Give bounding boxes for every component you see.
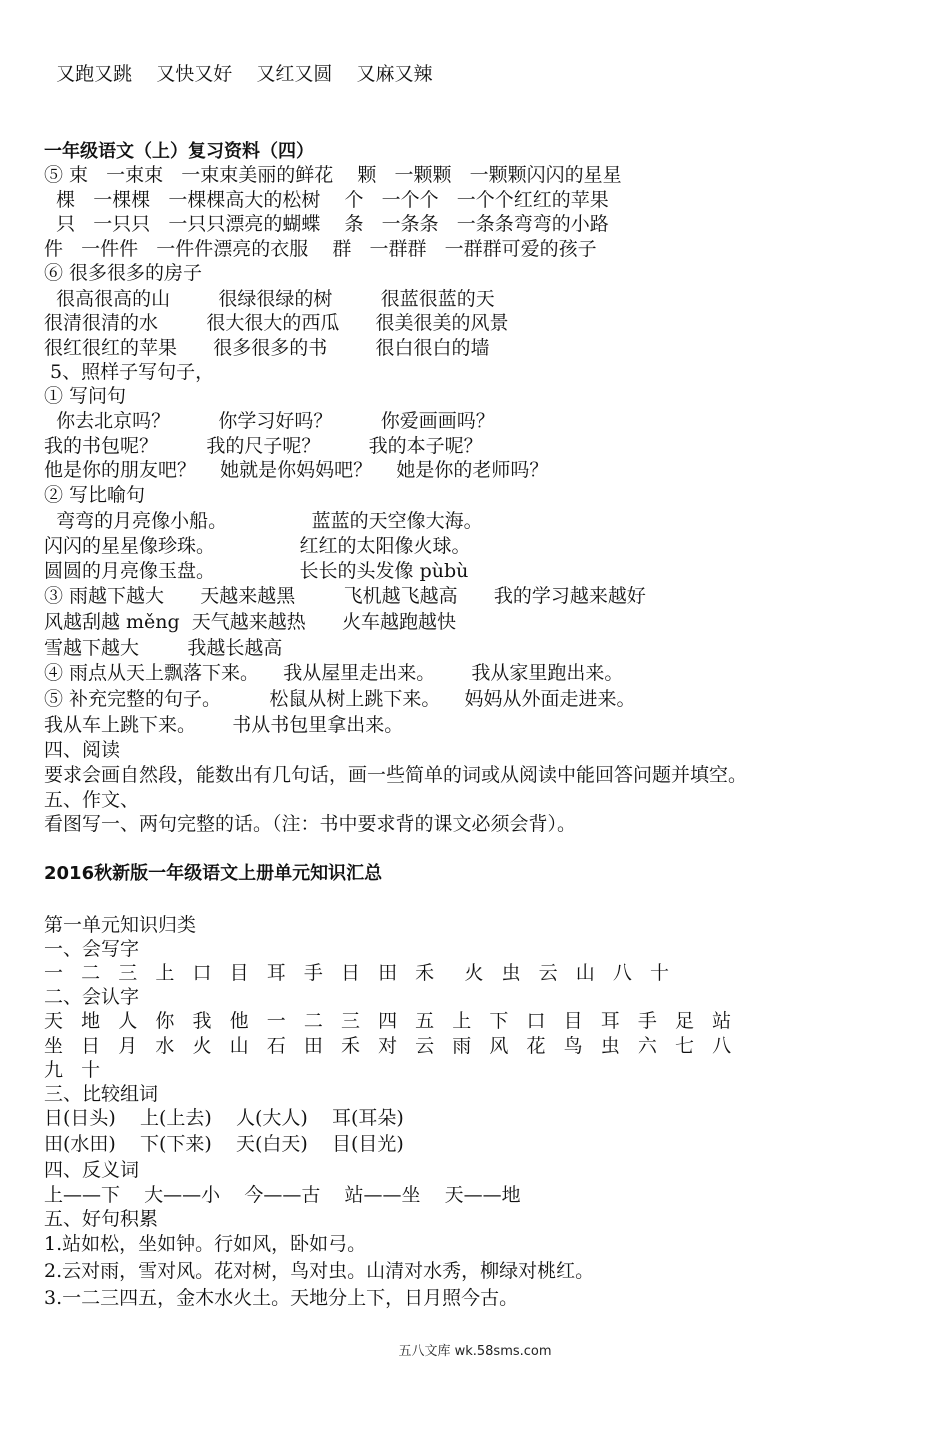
text-line: 1.站如松，坐如钟。行如风，卧如弓。	[44, 1233, 367, 1255]
text-line: 你去北京吗？ 你学习好吗？ 你爱画画吗？	[44, 410, 495, 432]
text-line: 九 十	[44, 1059, 101, 1081]
text-line: 上——下 大——小 今——古 站——坐 天——地	[44, 1184, 521, 1206]
text-line: 又跑又跳 又快又好 又红又圆 又麻又辣	[44, 63, 433, 85]
section-title: 一年级语文（上）复习资料（四）	[44, 141, 314, 162]
text-line: ② 写比喻句	[44, 484, 146, 506]
text-line: ⑤ 补充完整的句子。 松鼠从树上跳下来。 妈妈从外面走进来。	[44, 688, 636, 710]
text-line: 四、阅读	[44, 739, 121, 761]
text-line: 一、会写字	[44, 938, 140, 960]
text-line: 棵 一棵棵 一棵棵高大的松树 个 一个个 一个个红红的苹果	[44, 189, 609, 211]
text-line: ④ 雨点从天上飘落下来。 我从屋里走出来。 我从家里跑出来。	[44, 662, 624, 684]
text-line: 三、比较组词	[44, 1083, 159, 1105]
text-line: 2.云对雨，雪对风。花对树，鸟对虫。山清对水秀，柳绿对桃红。	[44, 1260, 595, 1282]
text-line: 四、反义词	[44, 1159, 140, 1181]
text-line: 日(日头) 上(上去) 人(大人) 耳(耳朵)	[44, 1107, 404, 1129]
text-line: 一 二 三 上 口 目 耳 手 日 田 禾 火 虫 云 山 八 十	[44, 962, 669, 984]
text-line: 他是你的朋友吧？ 她就是你妈妈吧？ 她是你的老师吗？	[44, 459, 549, 481]
text-line: 雪越下越大 我越长越高	[44, 637, 283, 659]
text-line: 五、好句积累	[44, 1208, 159, 1230]
text-line: 风越刮越 měng 天气越来越热 火车越跑越快	[44, 611, 457, 633]
text-line: 弯弯的月亮像小船。 蓝蓝的天空像大海。	[44, 510, 483, 532]
text-line: ① 写问句	[44, 385, 127, 407]
text-line: 我从车上跳下来。 书从书包里拿出来。	[44, 714, 404, 736]
text-line: 5、照样子写句子，	[44, 361, 215, 383]
text-line: 只 一只只 一只只漂亮的蝴蝶 条 一条条 一条条弯弯的小路	[44, 213, 609, 235]
text-line: 很红很红的苹果 很多很多的书 很白很白的墙	[44, 337, 490, 359]
text-line: 第一单元知识归类	[44, 914, 197, 936]
text-line: 圆圆的月亮像玉盘。 长长的头发像 pùbù	[44, 560, 469, 582]
text-line: ⑥ 很多很多的房子	[44, 262, 203, 284]
text-line: ⑤ 束 一束束 一束束美丽的鲜花 颗 一颗颗 一颗颗闪闪的星星	[44, 164, 622, 186]
text-line: 很清很清的水 很大很大的西瓜 很美很美的风景	[44, 312, 509, 334]
text-line: ③ 雨越下越大 天越来越黑 飞机越飞越高 我的学习越来越好	[44, 585, 646, 607]
text-line: 要求会画自然段，能数出有几句话，画一些简单的词或从阅读中能回答问题并填空。	[44, 764, 748, 786]
text-line: 坐 日 月 水 火 山 石 田 禾 对 云 雨 风 花 鸟 虫 六 七 八	[44, 1035, 732, 1057]
text-line: 我的书包呢？ 我的尺子呢？ 我的本子呢？	[44, 435, 483, 457]
text-line: 3.一二三四五，金木水火土。天地分上下，日月照今古。	[44, 1287, 519, 1309]
text-line: 二、会认字	[44, 986, 140, 1008]
text-line: 田(水田) 下(下来) 天(白天) 目(目光)	[44, 1133, 404, 1155]
page-footer: 五八文库 wk.58sms.com	[398, 1344, 552, 1359]
text-line: 件 一件件 一件件漂亮的衣服 群 一群群 一群群可爱的孩子	[44, 238, 597, 260]
text-line: 天 地 人 你 我 他 一 二 三 四 五 上 下 口 目 耳 手 足 站	[44, 1010, 732, 1032]
text-line: 五、作文、	[44, 789, 140, 811]
text-line: 很高很高的山 很绿很绿的树 很蓝很蓝的天	[44, 288, 495, 310]
text-line: 闪闪的星星像珍珠。 红红的太阳像火球。	[44, 535, 471, 557]
text-line: 看图写一、两句完整的话。（注：书中要求背的课文必须会背）。	[44, 813, 577, 835]
section-title: 2016秋新版一年级语文上册单元知识汇总	[44, 863, 383, 884]
